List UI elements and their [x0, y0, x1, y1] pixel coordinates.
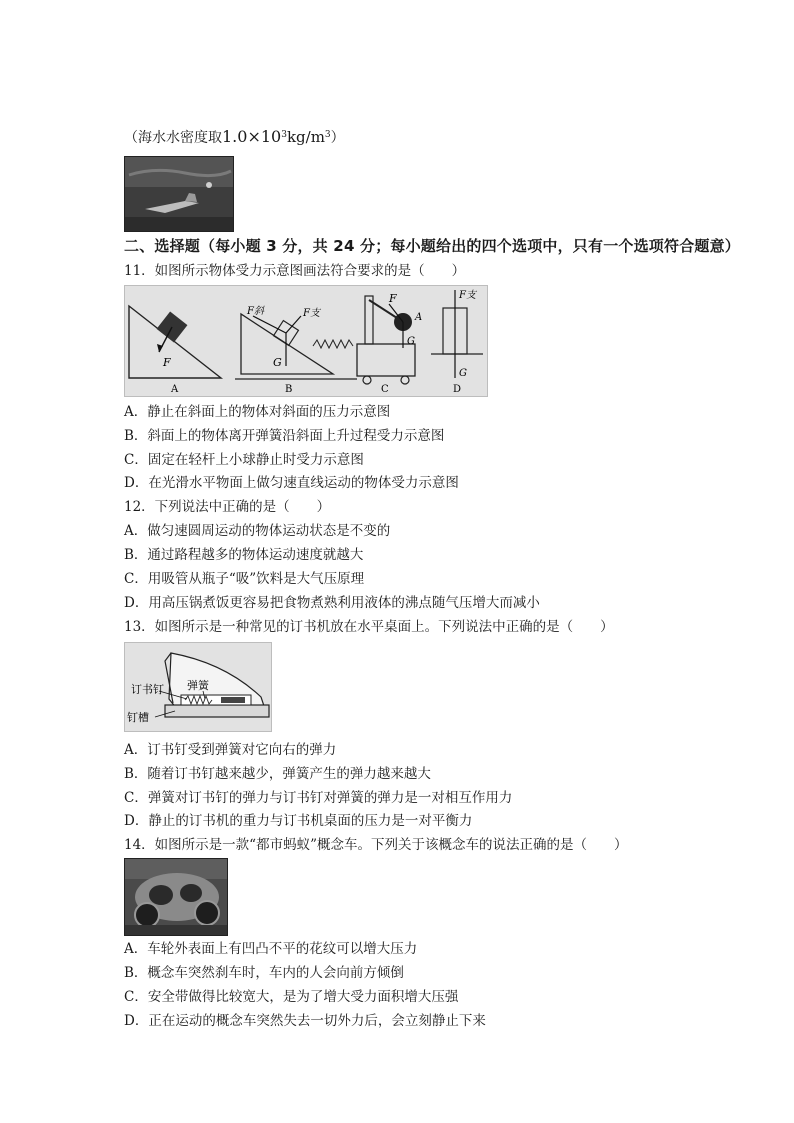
q12-option-d: D．用高压锅煮饭更容易把食物煮熟利用液体的沸点随气压增大而减小	[124, 595, 540, 611]
q11-label-c: C	[381, 384, 389, 395]
density-unit: kg/m	[286, 128, 325, 146]
q11-diagram-d	[431, 289, 483, 395]
q11-label-f-slope: F斜	[247, 306, 264, 317]
q12-stem: 12．下列说法中正确的是（ ）	[124, 499, 331, 515]
concept-car-photo	[124, 858, 228, 936]
density-exponent: 3	[281, 130, 287, 140]
submarine-photo	[124, 156, 234, 232]
q11-label-f-support: F支	[303, 308, 320, 319]
q13-stapler-figure	[124, 642, 272, 732]
q11-stem: 11．如图所示物体受力示意图画法符合要求的是（ ）	[124, 263, 466, 279]
section-title: 二、选择题（每小题 3 分，共 24 分；每小题给出的四个选项中，只有一个选项符合题意）	[124, 237, 741, 255]
q11-label-f-a: F	[163, 356, 171, 369]
q13-option-b: B．随着订书钉越来越少，弹簧产生的弹力越来越大	[124, 766, 431, 782]
q11-label-f-c: F	[389, 292, 397, 305]
q11-label-b: B	[285, 384, 293, 395]
density-note-suffix: ）	[330, 130, 345, 146]
q13-option-a: A．订书钉受到弹簧对它向右的弹力	[124, 742, 337, 758]
density-note-prefix: （海水水密度取	[124, 130, 222, 146]
q14-stem: 14．如图所示是一款“都市蚂蚁”概念车。下列关于该概念车的说法正确的是（ ）	[124, 837, 628, 853]
q11-label-g-b: G	[273, 356, 282, 369]
q11-label-g-c: G	[407, 336, 415, 347]
stapler-label-slot: 钉槽	[127, 711, 149, 724]
q11-label-a-ball: A	[415, 312, 423, 323]
q11-label-a: A	[171, 384, 179, 395]
q13-option-d: D．静止的订书机的重力与订书机桌面的压力是一对平衡力	[124, 813, 473, 829]
q11-diagram-a	[129, 306, 221, 395]
density-formula: 1.0×10	[222, 127, 282, 146]
q11-label-g-d: G	[459, 368, 467, 379]
q12-option-c: C．用吸管从瓶子“吸”饮料是大气压原理	[124, 571, 365, 587]
q14-option-d: D．正在运动的概念车突然失去一切外力后，会立刻静止下来	[124, 1013, 486, 1029]
q13-stem: 13．如图所示是一种常见的订书机放在水平桌面上。下列说法中正确的是（ ）	[124, 619, 614, 635]
q12-option-b: B．通过路程越多的物体运动速度就越大	[124, 547, 364, 563]
q11-label-f-d: F支	[459, 290, 476, 301]
q11-option-a: A．静止在斜面上的物体对斜面的压力示意图	[124, 404, 391, 420]
q13-option-c: C．弹簧对订书钉的弹力与订书钉对弹簧的弹力是一对相互作用力	[124, 790, 513, 806]
q11-option-b: B．斜面上的物体离开弹簧沿斜面上升过程受力示意图	[124, 428, 445, 444]
q14-option-b: B．概念车突然刹车时，车内的人会向前方倾倒	[124, 965, 404, 981]
q14-option-c: C．安全带做得比较宽大，是为了增大受力面积增大压强	[124, 989, 459, 1005]
q11-option-c: C．固定在轻杆上小球静止时受力示意图	[124, 452, 364, 468]
density-note	[124, 126, 345, 147]
q11-figure	[124, 285, 488, 397]
stapler-label-spring: 弹簧	[187, 679, 209, 692]
q11-option-d: D．在光滑水平物面上做匀速直线运动的物体受力示意图	[124, 475, 459, 491]
q11-diagram-b	[235, 305, 357, 395]
stapler-label-staple: 订书钉	[131, 683, 164, 696]
q14-option-a: A．车轮外表面上有凹凸不平的花纹可以增大压力	[124, 941, 418, 957]
q12-option-a: A．做匀速圆周运动的物体运动状态是不变的	[124, 523, 391, 539]
q11-label-d: D	[453, 384, 462, 395]
density-unit-exponent: 3	[324, 130, 331, 140]
q11-diagram-c	[357, 292, 422, 395]
